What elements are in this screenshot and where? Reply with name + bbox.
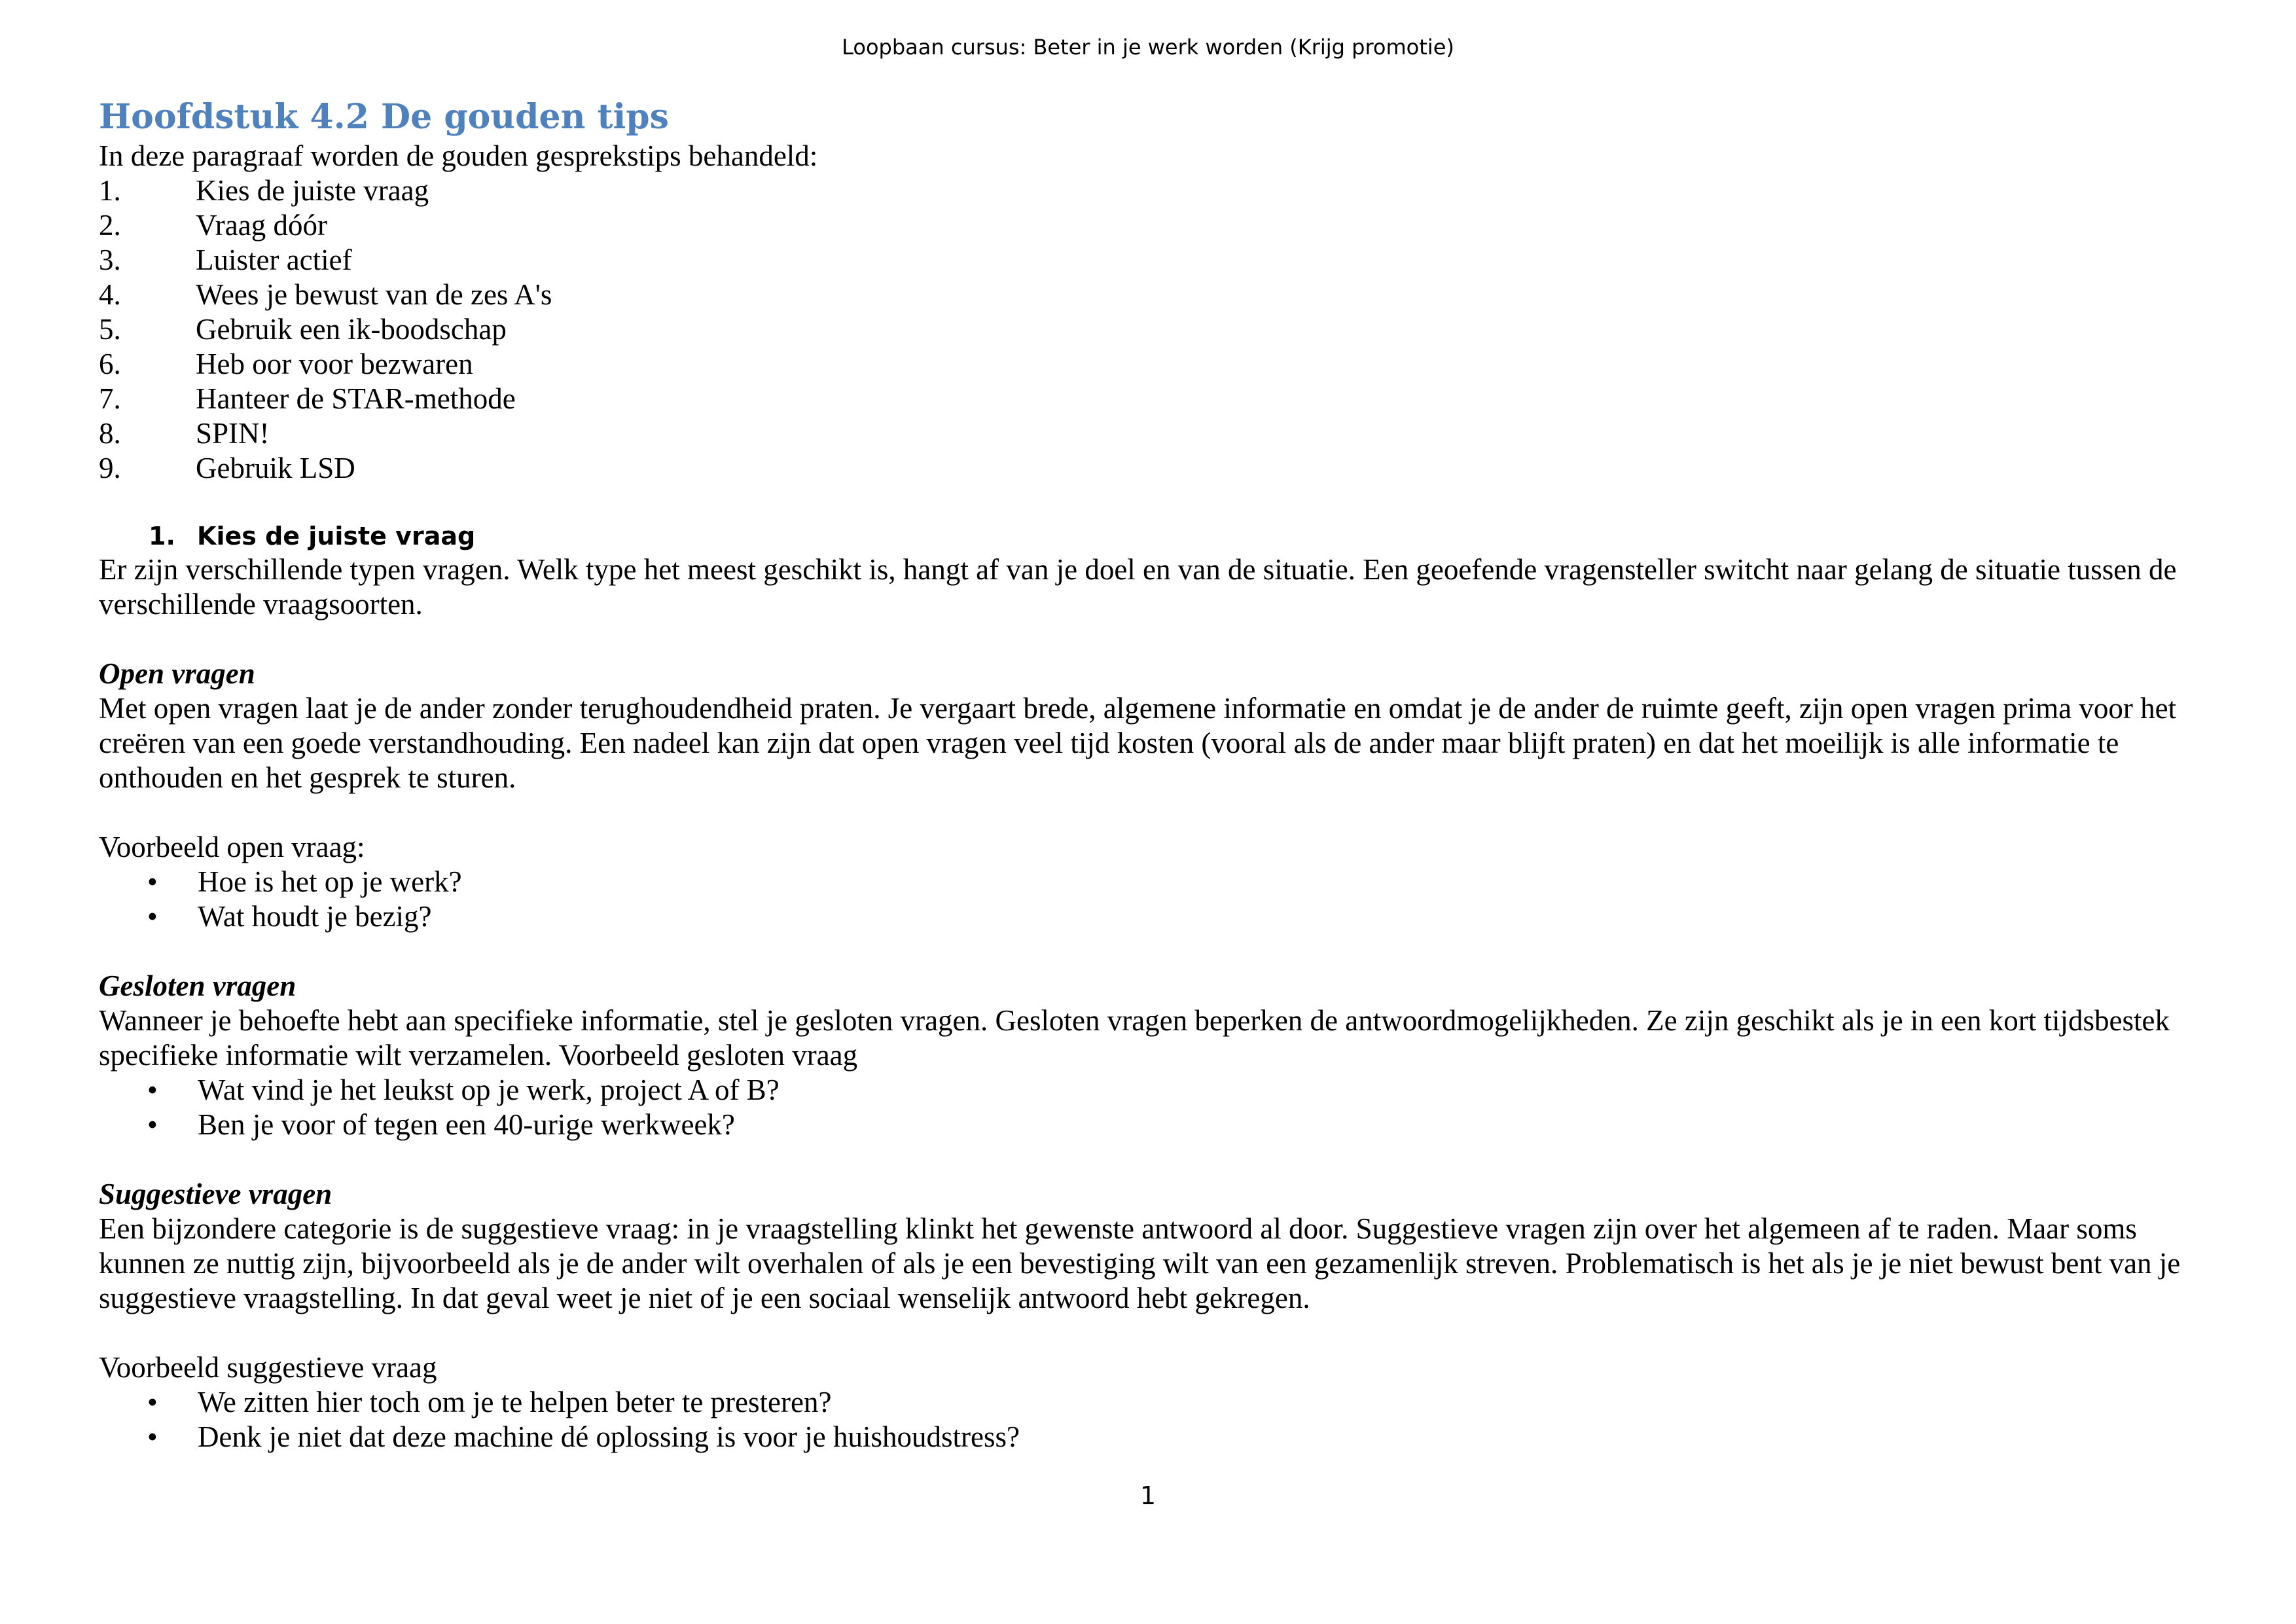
list-text: Gebruik een ik-boodschap [196, 313, 507, 346]
list-text: Gebruik LSD [196, 452, 355, 484]
bullet-text: Wat houdt je bezig? [198, 900, 432, 933]
closed-questions-heading: Gesloten vragen [99, 969, 296, 1002]
bullet-text: Wat vind je het leukst op je werk, project A of B? [198, 1074, 780, 1106]
suggestive-questions-body: Een bijzondere categorie is de suggestieve vraag: in je vraagstelling klinkt het gewenste antwoord al door. Suggestieve vragen zijn over het algemeen af te raden. Maar soms kunnen ze nuttig zijn, bijvoorbeeld als je de ander wilt overhalen of als je een bevestiging wilt van een gezamenlijk streven. Problematisch is het als je je niet bewust bent van je suggestieve vraagstelling. In dat geval weet je niet of je een sociaal wenselijk antwoord hebt gekregen. [99, 1212, 2181, 1314]
closed-questions-body: Wanneer je behoefte hebt aan specifieke informatie, stel je gesloten vragen. Gesloten vragen beperken de antwoordmogelijkheden. Ze zijn geschikt als je in een kort tijdsbestek specifieke informatie wilt verzamelen. Voorbeeld gesloten vraag [99, 1004, 2170, 1072]
spacer [99, 1316, 2206, 1350]
bullet-text: Denk je niet dat deze machine dé oplossing is voor je huishoudstress? [198, 1420, 1020, 1453]
bullet-item [99, 899, 2206, 934]
section-heading [99, 520, 2206, 552]
list-number: 8. [99, 417, 121, 450]
list-item [99, 243, 2206, 278]
bullet-icon: • [147, 900, 158, 933]
list-item [99, 451, 2206, 486]
bullet-text: Ben je voor of tegen een 40-urige werkweek? [198, 1108, 735, 1141]
page-header: Loopbaan cursus: Beter in je werk worden (Krijg promotie) [842, 35, 1454, 60]
list-number: 4. [99, 278, 121, 311]
open-example-label: Voorbeeld open vraag: [99, 831, 365, 863]
list-text: Heb oor voor bezwaren [196, 348, 473, 380]
list-number: 6. [99, 348, 121, 380]
section-title: Kies de juiste vraag [197, 522, 476, 550]
open-examples-list [99, 865, 2206, 934]
open-questions-heading: Open vragen [99, 657, 255, 690]
bullet-text: Hoe is het op je werk? [198, 865, 462, 898]
bullet-item [99, 1385, 2206, 1420]
bullet-icon: • [147, 1420, 158, 1453]
list-item [99, 347, 2206, 382]
list-text: Kies de juiste vraag [196, 174, 429, 207]
page-content [99, 96, 2206, 1454]
section-body: Er zijn verschillende typen vragen. Welk type het meest geschikt is, hangt af van je doel en van de situatie. Een geoefende vragensteller switcht naar gelang de situatie tussen de verschillende vraagsoorten. [99, 553, 2177, 621]
suggestive-examples-list [99, 1385, 2206, 1454]
list-item [99, 278, 2206, 312]
list-item [99, 416, 2206, 451]
bullet-item [99, 1108, 2206, 1142]
spacer [99, 622, 2206, 657]
list-item [99, 312, 2206, 347]
page-number: 1 [1139, 1481, 1157, 1510]
section-number: 1. [149, 522, 175, 550]
tips-list [99, 173, 2206, 486]
list-text: Vraag dóór [196, 209, 327, 242]
bullet-item [99, 865, 2206, 899]
list-item [99, 173, 2206, 208]
list-number: 7. [99, 382, 121, 415]
bullet-icon: • [147, 1074, 158, 1106]
bullet-item [99, 1073, 2206, 1108]
list-text: SPIN! [196, 417, 270, 450]
spacer [99, 934, 2206, 969]
bullet-icon: • [147, 865, 158, 898]
list-text: Wees je bewust van de zes A's [196, 278, 552, 311]
list-number: 5. [99, 313, 121, 346]
chapter-title: Hoofdstuk 4.2 De gouden tips [99, 97, 669, 137]
bullet-icon: • [147, 1386, 158, 1418]
list-number: 1. [99, 174, 121, 207]
list-number: 3. [99, 244, 121, 276]
suggestive-questions-heading: Suggestieve vragen [99, 1178, 332, 1210]
list-number: 9. [99, 452, 121, 484]
bullet-text: We zitten hier toch om je te helpen beter te presteren? [198, 1386, 832, 1418]
open-questions-body: Met open vragen laat je de ander zonder terughoudendheid praten. Je vergaart brede, algemene informatie en omdat je de ander de ruimte geeft, zijn open vragen prima voor het creëren van een goede verstandhouding. Een nadeel kan zijn dat open vragen veel tijd kosten (vooral als de ander maar blijft praten) en dat het moeilijk is alle informatie te onthouden en het gesprek te sturen. [99, 692, 2177, 794]
suggestive-example-label: Voorbeeld suggestieve vraag [99, 1351, 437, 1384]
bullet-item [99, 1420, 2206, 1454]
intro-text: In deze paragraaf worden de gouden gesprekstips behandeld: [99, 139, 818, 172]
list-text: Hanteer de STAR-methode [196, 382, 516, 415]
spacer [99, 1142, 2206, 1177]
spacer [99, 795, 2206, 830]
list-item [99, 208, 2206, 243]
bullet-icon: • [147, 1108, 158, 1141]
list-number: 2. [99, 209, 121, 242]
list-text: Luister actief [196, 244, 352, 276]
closed-examples-list [99, 1073, 2206, 1142]
list-item [99, 382, 2206, 416]
